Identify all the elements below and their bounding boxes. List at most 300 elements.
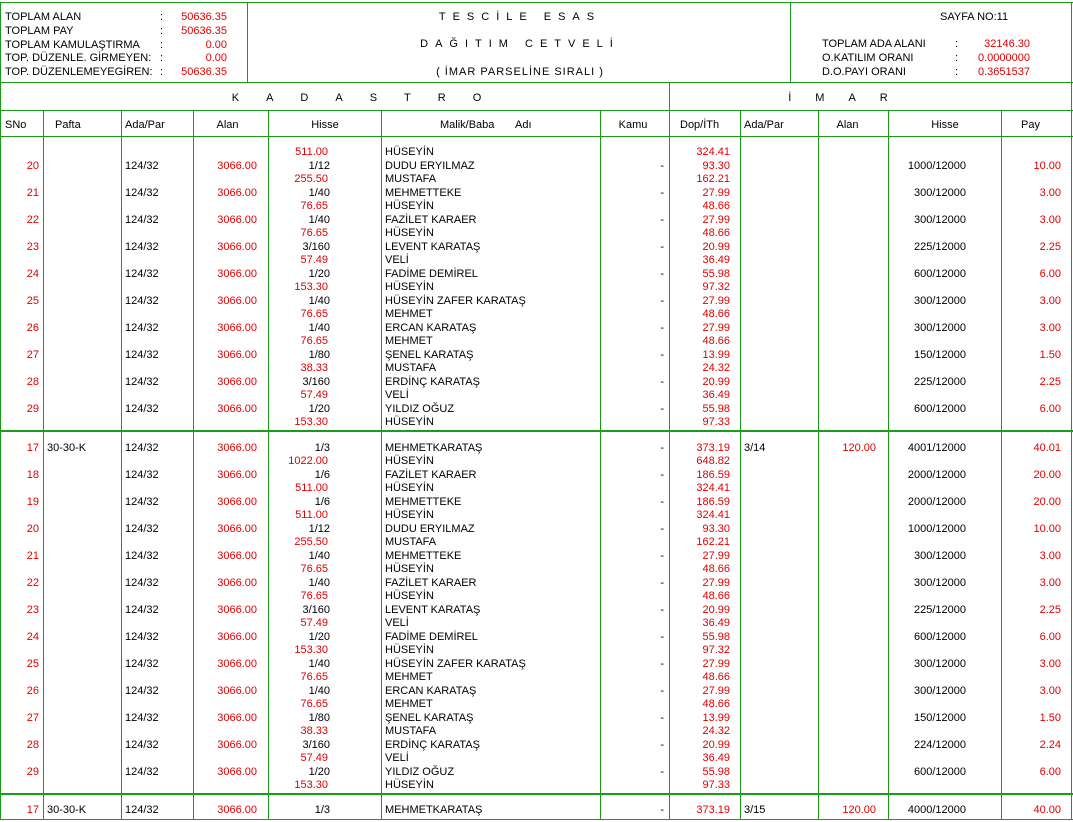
row-dop-2: 97.33 bbox=[702, 779, 730, 791]
row-dop-ith: 373.19 bbox=[696, 804, 730, 816]
column-header: Kamu bbox=[618, 119, 648, 131]
row-kamu: - bbox=[660, 295, 664, 307]
header-right-label: O.KATILIM ORANI bbox=[822, 52, 914, 64]
row-hisse: 1/40 bbox=[308, 658, 330, 670]
grid-line bbox=[0, 430, 1073, 432]
fragment-dop: 324.41 bbox=[696, 146, 730, 158]
row-hisse-alan: 57.49 bbox=[300, 254, 328, 266]
row-pay: 6.00 bbox=[1039, 403, 1061, 415]
row-hisse-alan: 153.30 bbox=[294, 779, 328, 791]
row-kamu: - bbox=[660, 187, 664, 199]
row-dop-2: 324.41 bbox=[696, 509, 730, 521]
row-imar-hisse: 600/12000 bbox=[914, 766, 966, 778]
grid-line bbox=[740, 110, 741, 820]
row-hisse: 1/40 bbox=[308, 187, 330, 199]
row-baba: MEHMET bbox=[385, 671, 433, 683]
row-dop-2: 36.49 bbox=[702, 617, 730, 629]
row-hisse-alan: 511.00 bbox=[295, 482, 328, 494]
row-dop-ith: 20.99 bbox=[702, 376, 730, 388]
row-pay: 3.00 bbox=[1039, 658, 1061, 670]
row-dop-ith: 55.98 bbox=[702, 268, 730, 280]
row-hisse: 1/40 bbox=[308, 214, 330, 226]
row-hisse-alan: 38.33 bbox=[300, 725, 328, 737]
row-imar-hisse: 224/12000 bbox=[914, 739, 966, 751]
row-ada-par: 124/32 bbox=[125, 496, 159, 508]
row-dop-ith: 55.98 bbox=[702, 403, 730, 415]
row-dop-2: 48.66 bbox=[702, 563, 730, 575]
column-header: Dop/İTh bbox=[680, 119, 720, 131]
row-dop-ith: 13.99 bbox=[702, 349, 730, 361]
row-kamu: - bbox=[660, 658, 664, 670]
grid-line bbox=[193, 110, 194, 820]
row-hisse: 1/40 bbox=[308, 577, 330, 589]
row-imar-hisse: 4000/12000 bbox=[907, 804, 966, 816]
header-left-colon: : bbox=[160, 52, 164, 64]
row-imar-hisse: 600/12000 bbox=[914, 631, 966, 643]
row-alan: 3066.00 bbox=[217, 804, 257, 816]
row-pay: 10.00 bbox=[1033, 160, 1061, 172]
column-header: Pafta bbox=[55, 119, 81, 131]
row-dop-ith: 20.99 bbox=[702, 739, 730, 751]
row-baba: MEHMET bbox=[385, 335, 433, 347]
title-imar-parseline: ( İMAR PARSELİNE SIRALI ) bbox=[436, 66, 604, 78]
row-dop-ith: 27.99 bbox=[702, 187, 730, 199]
grid-line bbox=[0, 136, 1073, 137]
row-sno: 22 bbox=[26, 577, 39, 589]
row-hisse-alan: 153.30 bbox=[294, 416, 328, 428]
column-header: Ada/Par bbox=[125, 119, 165, 131]
row-ada-par: 124/32 bbox=[125, 604, 159, 616]
row-baba: HÜSEYİN bbox=[385, 455, 434, 467]
row-malik: FADİME DEMİREL bbox=[385, 631, 478, 643]
row-hisse-alan: 255.50 bbox=[294, 536, 328, 548]
row-baba: HÜSEYİN bbox=[385, 416, 434, 428]
row-baba: HÜSEYİN bbox=[385, 644, 434, 656]
row-hisse-alan: 76.65 bbox=[300, 563, 328, 575]
row-malik: DUDU ERYILMAZ bbox=[385, 160, 475, 172]
row-alan: 3066.00 bbox=[217, 442, 257, 454]
page-number: SAYFA NO:11 bbox=[940, 11, 1009, 23]
row-baba: VELİ bbox=[385, 389, 409, 401]
row-hisse: 3/160 bbox=[302, 376, 330, 388]
row-imar-ada-par: 3/14 bbox=[744, 442, 766, 454]
row-baba: HÜSEYİN bbox=[385, 590, 434, 602]
header-left-label: TOPLAM KAMULAŞTIRMA bbox=[5, 39, 140, 51]
row-hisse: 3/160 bbox=[302, 739, 330, 751]
row-hisse-alan: 76.65 bbox=[300, 671, 328, 683]
grid-line bbox=[0, 793, 1073, 795]
row-pay: 2.25 bbox=[1039, 604, 1061, 616]
row-hisse: 1/20 bbox=[308, 631, 330, 643]
row-hisse: 1/40 bbox=[308, 550, 330, 562]
row-kamu: - bbox=[660, 442, 664, 454]
row-pay: 1.50 bbox=[1039, 712, 1061, 724]
grid-line bbox=[247, 2, 248, 82]
row-kamu: - bbox=[660, 604, 664, 616]
row-kamu: - bbox=[660, 577, 664, 589]
row-ada-par: 124/32 bbox=[125, 550, 159, 562]
row-baba: HÜSEYİN bbox=[385, 200, 434, 212]
row-ada-par: 124/32 bbox=[125, 376, 159, 388]
row-dop-ith: 20.99 bbox=[702, 604, 730, 616]
header-left-value: 50636.35 bbox=[181, 11, 227, 23]
header-left-value: 0.00 bbox=[205, 39, 227, 51]
header-right-label: D.O.PAYI ORANI bbox=[822, 66, 906, 78]
row-pay: 20.00 bbox=[1033, 496, 1061, 508]
row-dop-2: 324.41 bbox=[696, 482, 730, 494]
row-alan: 3066.00 bbox=[217, 658, 257, 670]
grid-line bbox=[0, 2, 1073, 3]
row-dop-ith: 55.98 bbox=[702, 631, 730, 643]
row-alan: 3066.00 bbox=[217, 685, 257, 697]
row-hisse: 1/80 bbox=[308, 349, 330, 361]
row-imar-hisse: 2000/12000 bbox=[907, 469, 966, 481]
row-alan: 3066.00 bbox=[217, 496, 257, 508]
row-sno: 19 bbox=[26, 496, 39, 508]
row-alan: 3066.00 bbox=[217, 349, 257, 361]
header-left-label: TOPLAM ALAN bbox=[5, 11, 82, 23]
row-dop-ith: 27.99 bbox=[702, 322, 730, 334]
row-malik: MEHMETTEKE bbox=[385, 550, 462, 562]
row-imar-hisse: 4001/12000 bbox=[907, 442, 966, 454]
header-right-value: 32146.30 bbox=[984, 38, 1030, 50]
row-malik: HÜSEYİN ZAFER KARATAŞ bbox=[385, 658, 526, 670]
row-sno: 27 bbox=[26, 349, 39, 361]
row-dop-2: 48.66 bbox=[702, 590, 730, 602]
row-imar-hisse: 300/12000 bbox=[914, 685, 966, 697]
row-kamu: - bbox=[660, 631, 664, 643]
header-left-colon: : bbox=[160, 66, 164, 78]
row-hisse: 1/80 bbox=[308, 712, 330, 724]
row-alan: 3066.00 bbox=[217, 550, 257, 562]
row-ada-par: 124/32 bbox=[125, 322, 159, 334]
row-hisse-alan: 76.65 bbox=[300, 698, 328, 710]
row-imar-hisse: 2000/12000 bbox=[907, 496, 966, 508]
title-dagitim-cetveli: DAĞITIM CETVELİ bbox=[420, 38, 620, 50]
grid-line bbox=[790, 2, 791, 82]
row-malik: ERDİNÇ KARATAŞ bbox=[385, 739, 480, 751]
row-alan: 3066.00 bbox=[217, 766, 257, 778]
column-header: Hisse bbox=[931, 119, 959, 131]
row-dop-ith: 20.99 bbox=[702, 241, 730, 253]
row-dop-2: 648.82 bbox=[696, 455, 730, 467]
row-ada-par: 124/32 bbox=[125, 349, 159, 361]
row-ada-par: 124/32 bbox=[125, 631, 159, 643]
column-header: Alan bbox=[836, 119, 859, 131]
row-malik: FADİME DEMİREL bbox=[385, 268, 478, 280]
row-baba: HÜSEYİN bbox=[385, 227, 434, 239]
row-kamu: - bbox=[660, 496, 664, 508]
row-kamu: - bbox=[660, 160, 664, 172]
row-malik: YILDIZ OĞUZ bbox=[385, 403, 455, 415]
row-alan: 3066.00 bbox=[217, 523, 257, 535]
row-imar-hisse: 300/12000 bbox=[914, 322, 966, 334]
row-imar-hisse: 300/12000 bbox=[914, 187, 966, 199]
row-pay: 2.25 bbox=[1039, 241, 1061, 253]
row-kamu: - bbox=[660, 550, 664, 562]
row-hisse: 1/3 bbox=[314, 442, 330, 454]
row-hisse-alan: 76.65 bbox=[300, 590, 328, 602]
row-kamu: - bbox=[660, 349, 664, 361]
row-malik: YILDIZ OĞUZ bbox=[385, 766, 455, 778]
row-dop-ith: 27.99 bbox=[702, 685, 730, 697]
row-hisse: 1/20 bbox=[308, 766, 330, 778]
row-pay: 2.25 bbox=[1039, 376, 1061, 388]
row-imar-hisse: 225/12000 bbox=[914, 376, 966, 388]
row-malik: ŞENEL KARATAŞ bbox=[385, 349, 474, 361]
row-alan: 3066.00 bbox=[217, 214, 257, 226]
row-pafta: 30-30-K bbox=[47, 804, 87, 816]
row-kamu: - bbox=[660, 523, 664, 535]
row-alan: 3066.00 bbox=[217, 268, 257, 280]
row-baba: MUSTAFA bbox=[385, 173, 437, 185]
row-alan: 3066.00 bbox=[217, 712, 257, 724]
row-kamu: - bbox=[660, 376, 664, 388]
header-left-label: TOP. DÜZENLEMEYEGİREN: bbox=[5, 66, 153, 78]
grid-line bbox=[1071, 2, 1072, 820]
row-pay: 6.00 bbox=[1039, 766, 1061, 778]
column-header: Hisse bbox=[311, 119, 339, 131]
header-right-colon: : bbox=[955, 38, 959, 50]
row-alan: 3066.00 bbox=[217, 604, 257, 616]
row-hisse: 1/40 bbox=[308, 685, 330, 697]
row-sno: 20 bbox=[26, 160, 39, 172]
row-malik: LEVENT KARATAŞ bbox=[385, 604, 481, 616]
row-ada-par: 124/32 bbox=[125, 214, 159, 226]
row-dop-ith: 13.99 bbox=[702, 712, 730, 724]
row-hisse-alan: 153.30 bbox=[294, 644, 328, 656]
row-sno: 20 bbox=[26, 523, 39, 535]
header-right-colon: : bbox=[955, 52, 959, 64]
row-pay: 3.00 bbox=[1039, 577, 1061, 589]
row-dop-2: 48.66 bbox=[702, 698, 730, 710]
row-hisse: 1/20 bbox=[308, 403, 330, 415]
row-alan: 3066.00 bbox=[217, 403, 257, 415]
grid-line bbox=[0, 2, 1, 820]
row-imar-hisse: 600/12000 bbox=[914, 268, 966, 280]
row-baba: MEHMET bbox=[385, 308, 433, 320]
row-hisse: 1/6 bbox=[314, 469, 330, 481]
row-ada-par: 124/32 bbox=[125, 187, 159, 199]
row-imar-hisse: 150/12000 bbox=[914, 349, 966, 361]
row-kamu: - bbox=[660, 214, 664, 226]
grid-line bbox=[381, 110, 382, 820]
row-ada-par: 124/32 bbox=[125, 712, 159, 724]
row-dop-2: 97.33 bbox=[702, 416, 730, 428]
row-ada-par: 124/32 bbox=[125, 804, 159, 816]
row-pay: 1.50 bbox=[1039, 349, 1061, 361]
row-alan: 3066.00 bbox=[217, 322, 257, 334]
row-imar-hisse: 300/12000 bbox=[914, 214, 966, 226]
grid-line bbox=[818, 110, 819, 820]
row-baba: MEHMET bbox=[385, 698, 433, 710]
row-imar-hisse: 1000/12000 bbox=[907, 160, 966, 172]
row-pay: 3.00 bbox=[1039, 214, 1061, 226]
row-sno: 17 bbox=[26, 804, 39, 816]
row-dop-ith: 186.59 bbox=[696, 496, 730, 508]
row-baba: VELİ bbox=[385, 617, 409, 629]
row-kamu: - bbox=[660, 241, 664, 253]
row-baba: HÜSEYİN bbox=[385, 482, 434, 494]
row-baba: HÜSEYİN bbox=[385, 779, 434, 791]
row-kamu: - bbox=[660, 712, 664, 724]
row-baba: MUSTAFA bbox=[385, 362, 437, 374]
row-kamu: - bbox=[660, 766, 664, 778]
header-right-value: 0.3651537 bbox=[978, 66, 1030, 78]
row-alan: 3066.00 bbox=[217, 160, 257, 172]
row-malik: MEHMETTEKE bbox=[385, 496, 462, 508]
row-sno: 29 bbox=[26, 766, 39, 778]
row-imar-hisse: 150/12000 bbox=[914, 712, 966, 724]
header-left-label: TOP. DÜZENLE. GİRMEYEN: bbox=[5, 52, 152, 64]
header-left-value: 50636.35 bbox=[181, 25, 227, 37]
row-ada-par: 124/32 bbox=[125, 523, 159, 535]
row-dop-2: 36.49 bbox=[702, 752, 730, 764]
row-ada-par: 124/32 bbox=[125, 295, 159, 307]
row-malik: MEHMETTEKE bbox=[385, 187, 462, 199]
row-kamu: - bbox=[660, 804, 664, 816]
row-dop-ith: 186.59 bbox=[696, 469, 730, 481]
row-alan: 3066.00 bbox=[217, 469, 257, 481]
fragment-baba: HÜSEYİN bbox=[385, 146, 434, 158]
grid-line bbox=[888, 110, 889, 820]
row-hisse-alan: 511.00 bbox=[295, 509, 328, 521]
grid-line bbox=[121, 110, 122, 820]
row-imar-hisse: 1000/12000 bbox=[907, 523, 966, 535]
grid-line bbox=[1001, 110, 1002, 820]
row-sno: 23 bbox=[26, 241, 39, 253]
row-sno: 22 bbox=[26, 214, 39, 226]
row-malik: FAZİLET KARAER bbox=[385, 577, 477, 589]
header-right-value: 0.0000000 bbox=[978, 52, 1030, 64]
row-baba: VELİ bbox=[385, 752, 409, 764]
row-kamu: - bbox=[660, 268, 664, 280]
row-sno: 26 bbox=[26, 322, 39, 334]
row-hisse: 1/6 bbox=[314, 496, 330, 508]
row-malik: FAZİLET KARAER bbox=[385, 469, 477, 481]
column-header: Pay bbox=[1021, 119, 1040, 131]
row-pay: 40.00 bbox=[1033, 804, 1061, 816]
row-hisse: 1/12 bbox=[308, 160, 330, 172]
row-kamu: - bbox=[660, 322, 664, 334]
row-kamu: - bbox=[660, 469, 664, 481]
header-left-value: 50636.35 bbox=[181, 66, 227, 78]
row-baba: HÜSEYİN bbox=[385, 563, 434, 575]
row-sno: 24 bbox=[26, 268, 39, 280]
row-dop-ith: 373.19 bbox=[696, 442, 730, 454]
row-dop-2: 97.32 bbox=[702, 644, 730, 656]
header-left-label: TOPLAM PAY bbox=[5, 25, 74, 37]
column-header: SNo bbox=[5, 119, 27, 131]
row-hisse: 3/160 bbox=[302, 604, 330, 616]
row-ada-par: 124/32 bbox=[125, 577, 159, 589]
row-sno: 17 bbox=[26, 442, 39, 454]
row-pafta: 30-30-K bbox=[47, 442, 87, 454]
row-alan: 3066.00 bbox=[217, 241, 257, 253]
row-kamu: - bbox=[660, 685, 664, 697]
row-imar-hisse: 225/12000 bbox=[914, 604, 966, 616]
row-hisse-alan: 76.65 bbox=[300, 335, 328, 347]
column-header: Malik/Baba bbox=[440, 119, 495, 131]
row-baba: VELİ bbox=[385, 254, 409, 266]
row-hisse-alan: 76.65 bbox=[300, 308, 328, 320]
row-ada-par: 124/32 bbox=[125, 766, 159, 778]
row-dop-2: 24.32 bbox=[702, 362, 730, 374]
row-imar-ada-par: 3/15 bbox=[744, 804, 766, 816]
row-sno: 23 bbox=[26, 604, 39, 616]
row-dop-2: 24.32 bbox=[702, 725, 730, 737]
row-sno: 29 bbox=[26, 403, 39, 415]
row-ada-par: 124/32 bbox=[125, 469, 159, 481]
row-dop-2: 48.66 bbox=[702, 671, 730, 683]
row-hisse-alan: 76.65 bbox=[300, 227, 328, 239]
row-dop-2: 162.21 bbox=[696, 536, 730, 548]
row-dop-2: 162.21 bbox=[696, 173, 730, 185]
row-dop-ith: 27.99 bbox=[702, 550, 730, 562]
row-sno: 27 bbox=[26, 712, 39, 724]
row-hisse: 1/3 bbox=[314, 804, 330, 816]
row-pay: 3.00 bbox=[1039, 550, 1061, 562]
row-malik: FAZİLET KARAER bbox=[385, 214, 477, 226]
grid-line bbox=[268, 110, 269, 820]
row-malik: ŞENEL KARATAŞ bbox=[385, 712, 474, 724]
row-sno: 26 bbox=[26, 685, 39, 697]
row-pay: 2.24 bbox=[1039, 739, 1061, 751]
row-sno: 25 bbox=[26, 295, 39, 307]
row-imar-alan: 120.00 bbox=[842, 804, 876, 816]
fragment-hisse: 511.00 bbox=[295, 146, 328, 158]
header-left-colon: : bbox=[160, 25, 164, 37]
row-imar-alan: 120.00 bbox=[842, 442, 876, 454]
row-dop-2: 48.66 bbox=[702, 227, 730, 239]
row-baba: HÜSEYİN bbox=[385, 281, 434, 293]
row-pay: 3.00 bbox=[1039, 187, 1061, 199]
row-malik: MEHMETKARATAŞ bbox=[385, 442, 483, 454]
row-alan: 3066.00 bbox=[217, 577, 257, 589]
row-pay: 3.00 bbox=[1039, 685, 1061, 697]
row-ada-par: 124/32 bbox=[125, 160, 159, 172]
row-pay: 3.00 bbox=[1039, 295, 1061, 307]
row-sno: 18 bbox=[26, 469, 39, 481]
row-dop-ith: 27.99 bbox=[702, 658, 730, 670]
row-baba: MUSTAFA bbox=[385, 725, 437, 737]
row-malik: DUDU ERYILMAZ bbox=[385, 523, 475, 535]
row-dop-2: 36.49 bbox=[702, 254, 730, 266]
row-imar-hisse: 225/12000 bbox=[914, 241, 966, 253]
row-malik: ERCAN KARATAŞ bbox=[385, 685, 477, 697]
row-baba: HÜSEYİN bbox=[385, 509, 434, 521]
grid-line bbox=[0, 819, 1073, 820]
row-hisse: 1/40 bbox=[308, 322, 330, 334]
row-pay: 20.00 bbox=[1033, 469, 1061, 481]
row-dop-2: 36.49 bbox=[702, 389, 730, 401]
row-sno: 21 bbox=[26, 550, 39, 562]
row-pay: 6.00 bbox=[1039, 631, 1061, 643]
grid-line bbox=[0, 82, 1073, 83]
row-pay: 40.01 bbox=[1033, 442, 1061, 454]
row-ada-par: 124/32 bbox=[125, 442, 159, 454]
row-hisse-alan: 153.30 bbox=[294, 281, 328, 293]
row-dop-2: 48.66 bbox=[702, 335, 730, 347]
header-left-colon: : bbox=[160, 39, 164, 51]
row-dop-2: 48.66 bbox=[702, 308, 730, 320]
row-hisse-alan: 1022.00 bbox=[288, 455, 328, 467]
column-header: Alan bbox=[216, 119, 239, 131]
row-alan: 3066.00 bbox=[217, 295, 257, 307]
row-malik: MEHMETKARATAŞ bbox=[385, 804, 483, 816]
row-hisse: 1/12 bbox=[308, 523, 330, 535]
row-baba: MUSTAFA bbox=[385, 536, 437, 548]
